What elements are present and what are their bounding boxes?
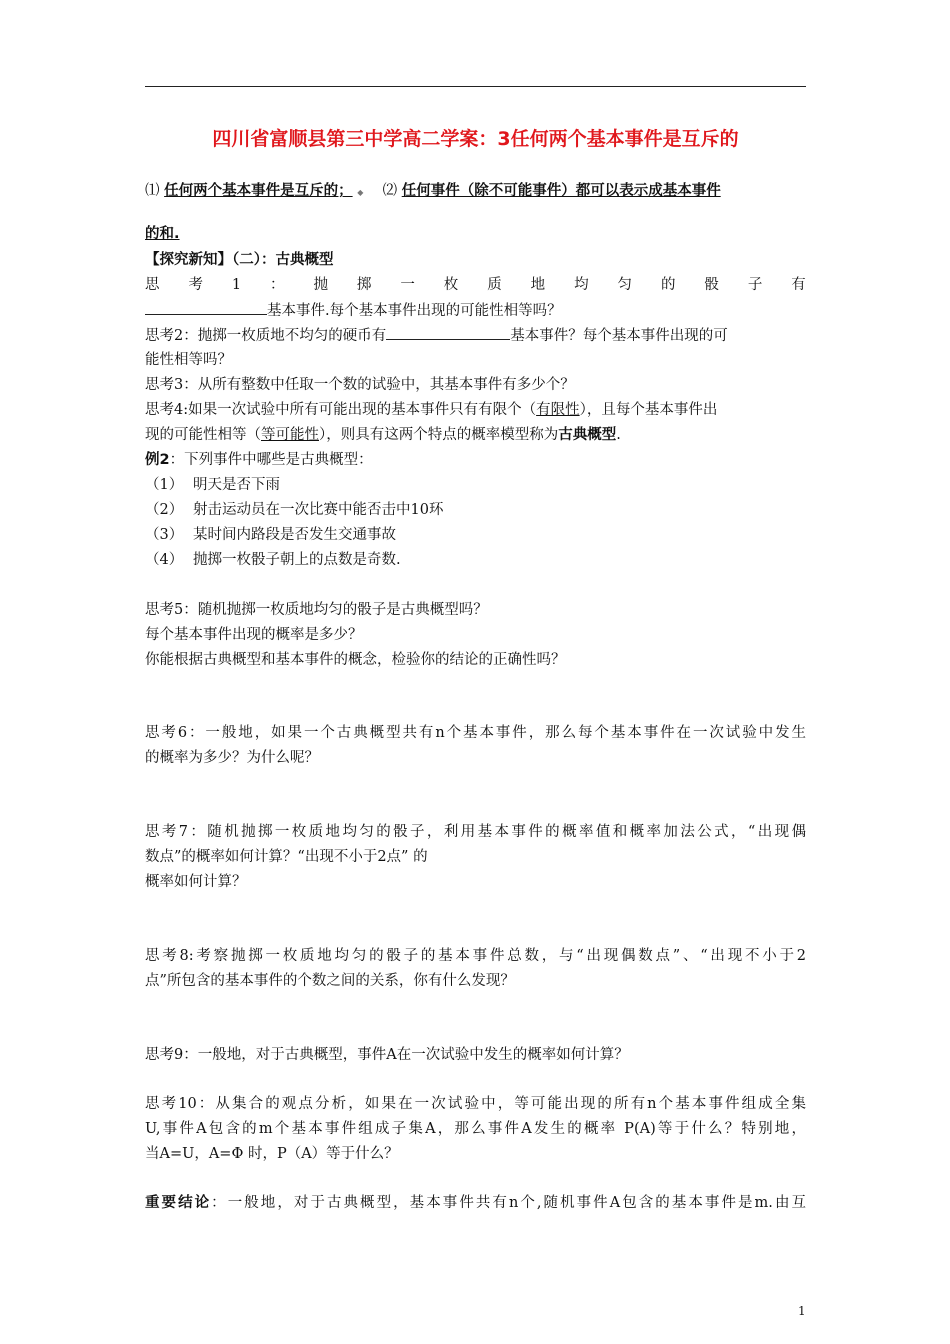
properties-line <box>145 181 806 203</box>
page-number: 1 <box>798 1304 806 1318</box>
think1-char: 地 <box>530 277 546 293</box>
section-colon: ： <box>261 252 276 268</box>
section-name: 古典概型 <box>275 252 334 268</box>
think1-char: 抛 <box>313 277 328 293</box>
example2-heading <box>145 450 806 470</box>
think5-line1: 思考5：随机抛掷一枚质地均匀的骰子是古典概型吗？ <box>145 602 488 618</box>
item-text: 射击运动员在一次比赛中能否击中10环 <box>193 502 444 518</box>
think2-after: 基本事件？每个基本事件出现的可 <box>510 328 728 344</box>
think1-text: 基本事件.每个基本事件出现的可能性相等吗？ <box>267 303 562 319</box>
item-text: 明天是否下雨 <box>193 477 280 493</box>
example-label: 例2 <box>145 452 170 468</box>
think1-char: 思 <box>145 277 160 293</box>
think7-line2: 数点”的概率如何计算？“出现不小于2点” 的 <box>145 849 428 865</box>
item-text: 某时间内路段是否发生交通事故 <box>193 527 396 543</box>
think2-before: 思考2：抛掷一枚质地不均匀的硬币有 <box>145 328 387 344</box>
think3: 思考3：从所有整数中任取一个数的试验中，其基本事件有多少个？ <box>145 377 575 393</box>
think1-char: 1 <box>231 277 242 293</box>
think4-line2 <box>145 425 806 445</box>
think4-text-b: 现的可能性相等（ <box>145 427 261 443</box>
example-item <box>145 475 806 495</box>
think1-char: 一 <box>400 277 415 293</box>
think6-line2: 的概率为多少？为什么呢？ <box>145 750 319 766</box>
think1-char: 均 <box>574 277 589 293</box>
think9: 思考9：一般地，对于古典概型，事件A在一次试验中发生的概率如何计算？ <box>145 1047 629 1063</box>
answer-blank[interactable] <box>145 300 267 315</box>
item-text: 抛掷一枚骰子朝上的点数是奇数. <box>193 552 401 568</box>
example-item <box>145 525 806 545</box>
think8-line1: 思考8:考察抛掷一枚质地均匀的骰子的基本事件总数，与“出现偶数点”、“出现不小于2 <box>145 948 806 964</box>
think1-char: 骰 <box>704 277 719 293</box>
header-rule <box>145 86 806 87</box>
think10-line1: 思考10：从集合的观点分析，如果在一次试验中，等可能出现的所有n个基本事件组成全集 <box>145 1096 806 1112</box>
classical-model-term: 古典概型 <box>558 427 617 443</box>
page-title: 四川省富顺县第三中学高二学案：3任何两个基本事件是互斥的 <box>212 128 739 150</box>
conclusion-label: 重要结论 <box>145 1195 212 1211</box>
think1-char: 子 <box>747 277 763 293</box>
item-number: （1） <box>145 477 184 493</box>
think8-line2: 点”所包含的基本事件的个数之间的关系，你有什么发现？ <box>145 973 515 989</box>
think5-line2: 每个基本事件出现的概率是多少？ <box>145 627 363 643</box>
think4-line1 <box>145 400 806 420</box>
item-number: （3） <box>145 527 184 543</box>
think1-char: ： <box>270 277 285 293</box>
conclusion-text: ：一般地，对于古典概型，基本事件共有n个,随机事件A包含的基本事件是m.由互 <box>211 1195 806 1211</box>
think4-text-b-mid: ），则具有这两个特点的概率模型称为 <box>319 427 559 443</box>
think1-char: 掷 <box>356 277 372 293</box>
section-heading <box>145 250 806 270</box>
prop-2-num: ⑵ <box>382 183 398 199</box>
item-number: （4） <box>145 552 184 568</box>
think1-char: 有 <box>791 277 806 293</box>
item-number: （2） <box>145 502 184 518</box>
think1-line1 <box>145 275 806 295</box>
example-item <box>145 550 806 570</box>
think2-line1 <box>145 325 806 346</box>
think7-line3: 概率如何计算？ <box>145 874 247 890</box>
section-bracket: 【探究新知】 <box>145 252 232 268</box>
think5-line3: 你能根据古典概型和基本事件的概念，检验你的结论的正确性吗？ <box>145 652 566 668</box>
prop-2-continuation: 的和. <box>145 226 180 242</box>
think1-char: 的 <box>660 277 676 293</box>
example-item <box>145 500 806 520</box>
think1-char: 匀 <box>617 277 633 293</box>
think1-char: 考 <box>188 277 203 293</box>
think6-line1: 思考6：一般地，如果一个古典概型共有n个基本事件，那么每个基本事件在一次试验中发生 <box>145 725 806 741</box>
example-text: ：下列事件中哪些是古典概型： <box>169 452 373 468</box>
decorative-mark: ◆ <box>357 188 364 197</box>
think7-line1: 思考7：随机抛掷一枚质地均匀的骰子，利用基本事件的概率值和概率加法公式，“出现偶 <box>145 824 806 840</box>
think1-char: 质 <box>487 277 502 293</box>
think10-line2: U,事件A包含的m个基本事件组成子集A，那么事件A发生的概率 P(A)等于什么？特别地， <box>145 1121 806 1137</box>
think1-char: 枚 <box>443 277 459 293</box>
think1-line2 <box>145 300 806 321</box>
think2-line2: 能性相等吗？ <box>145 352 232 368</box>
conclusion-line <box>145 1193 806 1213</box>
answer-blank[interactable] <box>386 325 510 340</box>
section-paren: （二） <box>232 252 261 268</box>
think4-text-b-end: . <box>616 427 621 443</box>
prop-1-num: ⑴ <box>145 183 160 199</box>
think4-text-a-end: ），且每个基本事件出 <box>579 402 718 418</box>
prop-1-text: 任何两个基本事件是互斥的； <box>164 183 353 199</box>
equal-likelihood-term: 等可能性 <box>261 427 319 443</box>
prop-2-text: 任何事件（除不可能事件）都可以表示成基本事件 <box>401 183 721 199</box>
finiteness-term: 有限性 <box>536 402 580 418</box>
think4-text-a: 思考4:如果一次试验中所有可能出现的基本事件只有有限个（ <box>145 402 537 418</box>
think10-line3: 当A=U，A=Φ 时，P（A）等于什么？ <box>145 1146 399 1162</box>
